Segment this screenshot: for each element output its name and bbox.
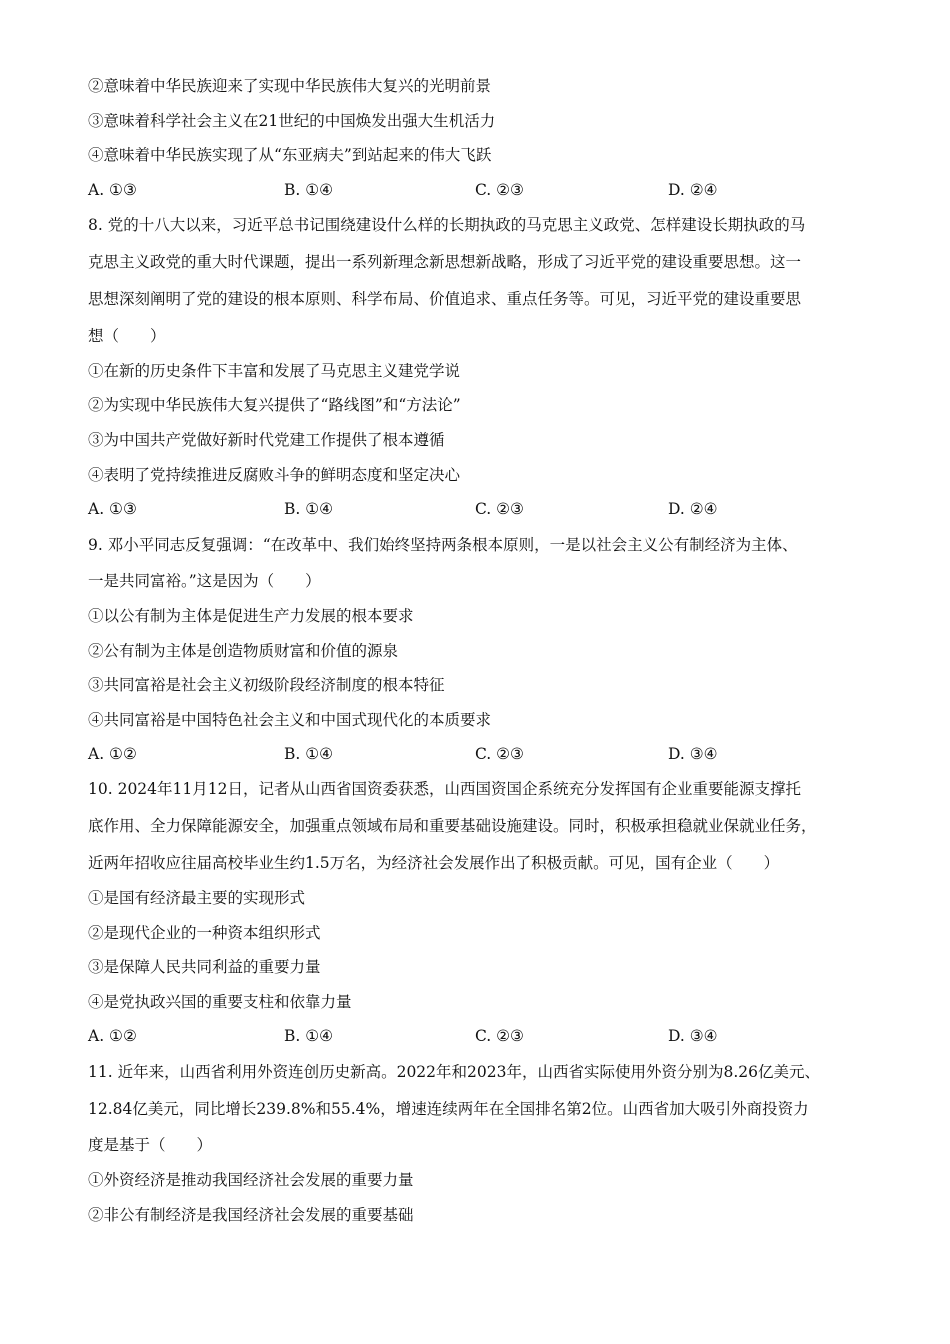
q8-statement-2: ②为实现中华民族伟大复兴提供了“路线图”和“方法论” — [88, 396, 461, 414]
q10-statement-2: ②是现代企业的一种资本组织形式 — [88, 924, 321, 942]
q8-option-b[interactable]: B. ①④ — [284, 500, 334, 518]
q8-stem-line: 思想深刻阐明了党的建设的根本原则、科学布局、价值追求、重点任务等。可见，习近平党的建设重要思 — [88, 290, 802, 308]
q11-stem-line: 12.84亿美元，同比增长239.8%和55.4%，增速连续两年在全国排名第2位。山西省加大吸引外商投资力 — [88, 1100, 809, 1118]
q7-option-c[interactable]: C. ②③ — [475, 181, 524, 199]
q8-statement-3: ③为中国共产党做好新时代党建工作提供了根本遵循 — [88, 431, 445, 449]
q8-option-d[interactable]: D. ②④ — [668, 500, 718, 518]
q9-statement-2: ②公有制为主体是创造物质财富和价值的源泉 — [88, 642, 399, 660]
q10-option-d[interactable]: D. ③④ — [668, 1027, 718, 1045]
q9-option-c[interactable]: C. ②③ — [475, 745, 524, 763]
q7-option-a[interactable]: A. ①③ — [88, 181, 137, 199]
q9-statement-1: ①以公有制为主体是促进生产力发展的根本要求 — [88, 607, 414, 625]
q9-stem-line: 一是共同富裕。”这是因为（ ） — [88, 572, 321, 590]
q8-statement-1: ①在新的历史条件下丰富和发展了马克思主义建党学说 — [88, 362, 461, 380]
q8-statement-4: ④表明了党持续推进反腐败斗争的鲜明态度和坚定决心 — [88, 466, 461, 484]
q10-statement-4: ④是党执政兴国的重要支柱和依靠力量 — [88, 993, 352, 1011]
q11-stem-line: 11. 近年来，山西省利用外资连创历史新高。2022年和2023年，山西省实际使用外资分别为8.26亿美元、 — [88, 1063, 820, 1081]
q9-option-d[interactable]: D. ③④ — [668, 745, 718, 763]
q10-statement-1: ①是国有经济最主要的实现形式 — [88, 889, 306, 907]
q7-statement-4: ④意味着中华民族实现了从“东亚病夫”到站起来的伟大飞跃 — [88, 146, 492, 164]
q10-options — [88, 1026, 868, 1046]
q8-option-a[interactable]: A. ①③ — [88, 500, 137, 518]
q9-option-b[interactable]: B. ①④ — [284, 745, 334, 763]
q9-statement-4: ④共同富裕是中国特色社会主义和中国式现代化的本质要求 — [88, 711, 492, 729]
q8-option-c[interactable]: C. ②③ — [475, 500, 524, 518]
q9-option-a[interactable]: A. ①② — [88, 745, 137, 763]
q9-stem-line: 9. 邓小平同志反复强调：“在改革中、我们始终坚持两条根本原则，一是以社会主义公有制经济为主体、 — [88, 536, 798, 554]
q10-option-b[interactable]: B. ①④ — [284, 1027, 334, 1045]
q7-option-b[interactable]: B. ①④ — [284, 181, 334, 199]
q8-stem-line: 克思主义政党的重大时代课题，提出一系列新理念新思想新战略，形成了习近平党的建设重要思想。这一 — [88, 253, 802, 271]
q9-statement-3: ③共同富裕是社会主义初级阶段经济制度的根本特征 — [88, 676, 445, 694]
q10-option-a[interactable]: A. ①② — [88, 1027, 137, 1045]
q7-options — [88, 180, 868, 200]
q10-statement-3: ③是保障人民共同利益的重要力量 — [88, 958, 321, 976]
q11-statement-1: ①外资经济是推动我国经济社会发展的重要力量 — [88, 1171, 414, 1189]
q8-options — [88, 499, 868, 519]
q8-stem-line: 8. 党的十八大以来，习近平总书记围绕建设什么样的长期执政的马克思主义政党、怎样建设长期执政的马 — [88, 216, 806, 234]
q9-options — [88, 744, 868, 764]
q8-stem-line: 想（ ） — [88, 327, 166, 345]
q10-option-c[interactable]: C. ②③ — [475, 1027, 524, 1045]
q10-stem-line: 10. 2024年11月12日，记者从山西省国资委获悉，山西国资国企系统充分发挥国有企业重要能源支撑托 — [88, 780, 801, 798]
q10-stem-line: 近两年招收应往届高校毕业生约1.5万名，为经济社会发展作出了积极贡献。可见，国有企业（ ） — [88, 854, 780, 872]
q7-statement-2: ②意味着中华民族迎来了实现中华民族伟大复兴的光明前景 — [88, 77, 492, 95]
q11-statement-2: ②非公有制经济是我国经济社会发展的重要基础 — [88, 1206, 414, 1224]
q10-stem-line: 底作用、全力保障能源安全，加强重点领域布局和重要基础设施建设。同时，积极承担稳就业保就业任务， — [88, 817, 817, 835]
q11-stem-line: 度是基于（ ） — [88, 1136, 213, 1154]
q7-option-d[interactable]: D. ②④ — [668, 181, 718, 199]
q7-statement-3: ③意味着科学社会主义在21世纪的中国焕发出强大生机活力 — [88, 112, 496, 130]
